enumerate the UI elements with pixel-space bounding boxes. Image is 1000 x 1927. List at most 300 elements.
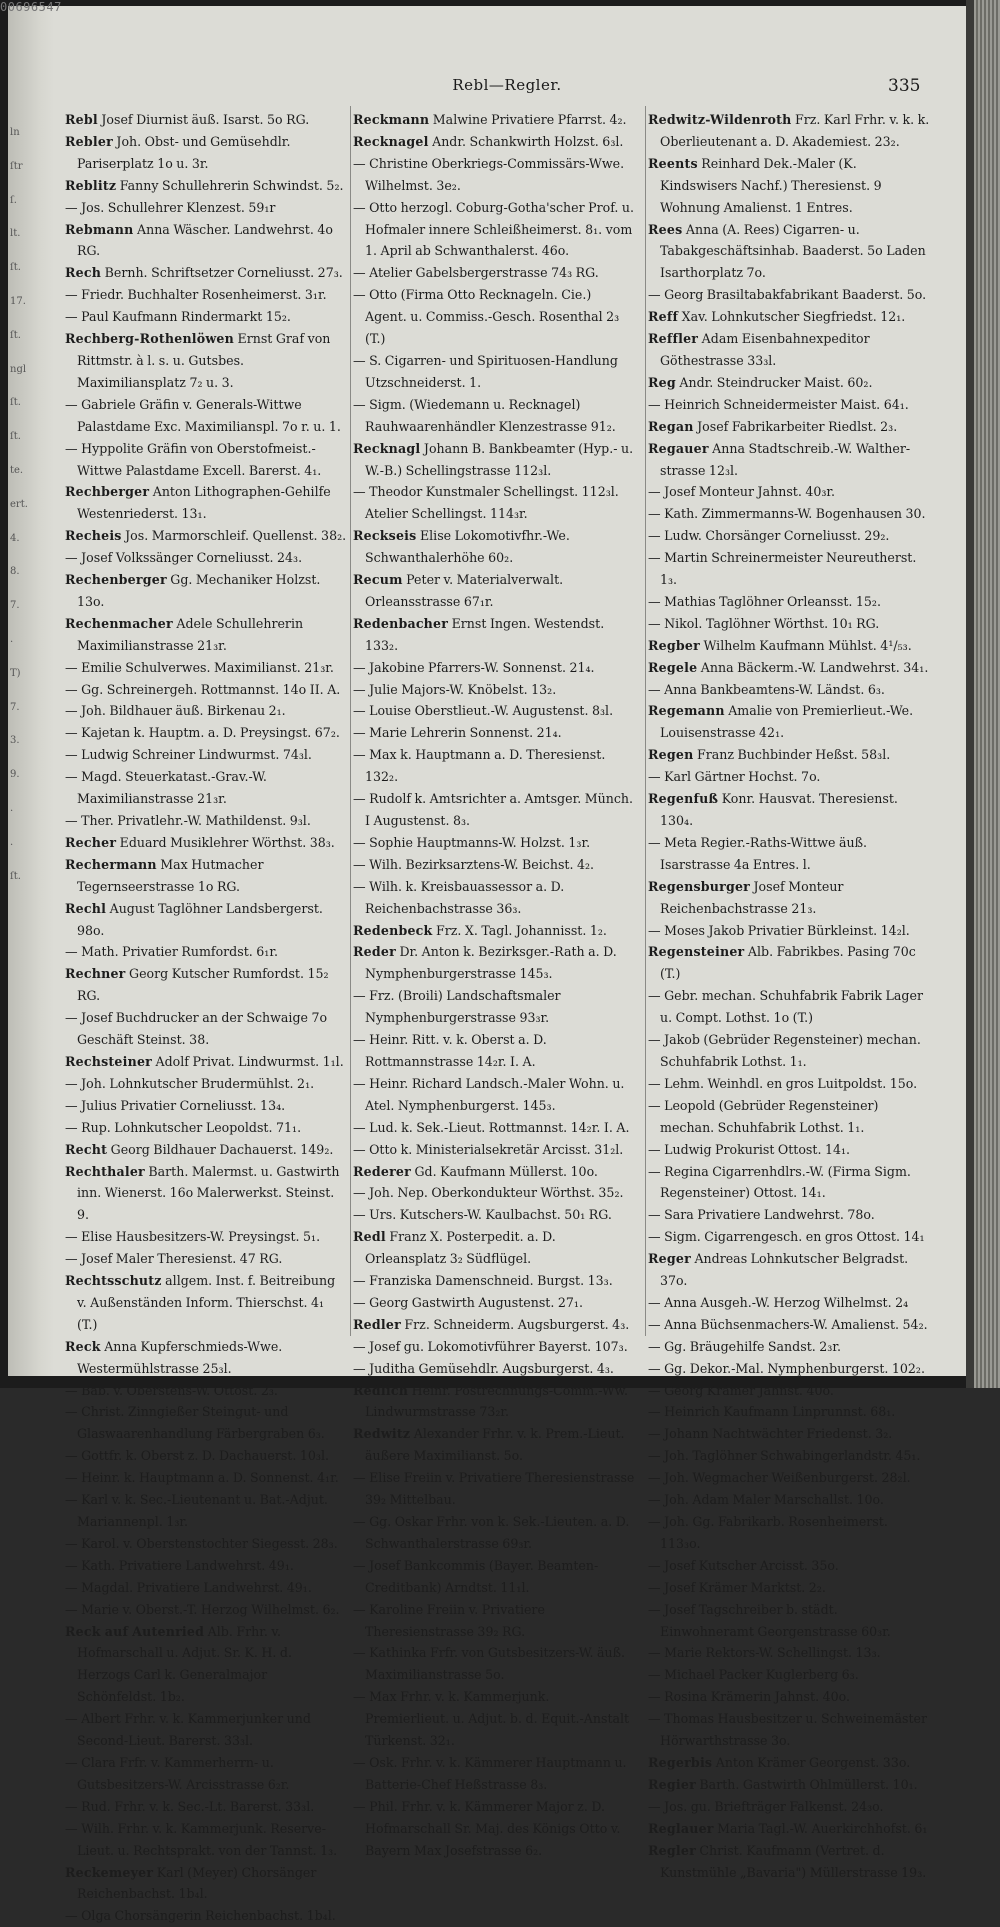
directory-entry xyxy=(648,788,930,832)
entry-details: — Osk. Frhr. v. k. Kämmerer Hauptmann u. Batterie-Chef Heßstrasse 8₃. xyxy=(353,1754,627,1792)
directory-entry xyxy=(65,1248,347,1270)
entry-details: — Mathias Taglöhner Orleansst. 15₂. xyxy=(648,593,881,609)
entry-details: — Kath. Zimmermanns-W. Bogenhausen 30. xyxy=(648,506,926,522)
scan-stamp: 00696547 xyxy=(0,0,62,14)
directory-entry xyxy=(648,1555,930,1577)
directory-entry xyxy=(648,876,930,920)
entry-surname: Rechberger xyxy=(65,484,150,500)
entry-details: Andr. Schankwirth Holzst. 6₃l. xyxy=(428,133,624,149)
entry-details: — Atelier Gabelsbergerstrasse 74₃ RG. xyxy=(353,265,599,281)
directory-entry xyxy=(65,657,347,679)
directory-entry xyxy=(648,1840,930,1884)
entry-details: Frz. Karl Frhr. v. k. k. Oberlieutenant a. D. Akademiest. 23₂. xyxy=(660,112,930,149)
directory-entry xyxy=(65,306,347,328)
entry-details: — Jakob (Gebrüder Regensteiner) mechan. Schuhfabrik Lothst. 1₁. xyxy=(648,1032,921,1069)
entry-details: — Heinr. Richard Landsch.-Maler Wohn. u. Atel. Nymphenburgerst. 145₃. xyxy=(353,1075,625,1113)
directory-entry xyxy=(648,1029,930,1073)
entry-details: Christ. Kaufmann (Vertret. d. Kunstmühle „Bavaria") Müllerstrasse 19₃. xyxy=(660,1842,927,1880)
entry-details: Adam Eisenbahnexpeditor Göthestrasse 33₃l. xyxy=(660,331,870,368)
entry-details: — Juditha Gemüsehdlr. Augsburgerst. 4₃. xyxy=(353,1360,614,1376)
directory-entry xyxy=(65,1555,347,1577)
directory-entry xyxy=(353,1642,635,1686)
directory-entry xyxy=(353,1358,635,1380)
directory-entry xyxy=(65,438,347,482)
directory-entry xyxy=(353,1292,635,1314)
entry-details: — Anna Bankbeamtens-W. Ländst. 6₃. xyxy=(648,681,885,697)
entry-surname: Recher xyxy=(65,834,117,850)
entry-details: Wilhelm Kaufmann Mühlst. 4¹/₅₃. xyxy=(699,637,912,653)
entry-details: — Rud. Frhr. v. k. Sec.-Lt. Barerst. 33₃l. xyxy=(65,1798,315,1814)
entry-surname: Recht xyxy=(65,1141,108,1157)
directory-entry xyxy=(353,722,635,744)
entry-details: — Wilh. k. Kreisbauassessor a. D. Reichenbachstrasse 36₃. xyxy=(353,878,565,916)
directory-entry xyxy=(648,1796,930,1818)
directory-entry xyxy=(353,876,635,920)
entry-details: — Gg. Schreinergeh. Rottmannst. 14o II. A. xyxy=(65,681,341,697)
entry-details: — Josef Tagschreiber b. städt. Einwohneramt Georgenstrasse 60₃r. xyxy=(648,1601,891,1639)
entry-details: — Franziska Damenschneid. Burgst. 13₃. xyxy=(353,1273,613,1289)
directory-entry xyxy=(65,1117,347,1139)
entry-details: Malwine Privatiere Pfarrst. 4₂. xyxy=(429,112,627,127)
directory-entry xyxy=(65,219,347,263)
entry-details: — Urs. Kutschers-W. Kaulbachst. 50₁ RG. xyxy=(353,1207,612,1223)
entry-details: — Karl v. k. Sec.-Lieutenant u. Bat.-Adjut. Mariannenpl. 1₃r. xyxy=(65,1492,328,1529)
entry-details: — Joh. Gg. Fabrikarb. Rosenheimerst. 113₃o. xyxy=(648,1514,888,1551)
directory-entry xyxy=(65,1621,347,1709)
directory-entry xyxy=(648,1226,930,1248)
entry-details: — Christ. Zinngießer Steingut- und Glaswaarenhandlung Färbergraben 6₃. xyxy=(65,1404,325,1442)
entry-details: — Max k. Hauptmann a. D. Theresienst. 132₂. xyxy=(353,747,606,785)
directory-entry xyxy=(648,1401,930,1423)
directory-entry xyxy=(353,613,635,657)
entry-surname: Reder xyxy=(353,944,396,960)
directory-column-1 xyxy=(65,109,347,1927)
directory-entry xyxy=(353,744,635,788)
entry-surname: Regauer xyxy=(648,440,709,456)
entry-details: — Otto (Firma Otto Recknageln. Cie.) Agent. u. Commiss.-Gesch. Rosenthal 2₃ (T.) xyxy=(353,287,620,347)
entry-surname: Regier xyxy=(648,1776,696,1792)
entry-surname: Redenbeck xyxy=(353,922,433,938)
directory-entry xyxy=(353,700,635,722)
directory-entry xyxy=(65,284,347,306)
entry-details: — Max Frhr. v. k. Kammerjunk. Premierlieut. u. Adjut. b. d. Equit.-Anstalt Türkenst. 32₁. xyxy=(353,1689,630,1749)
entry-surname: Regensteiner xyxy=(648,944,745,960)
entry-details: Peter v. Materialverwalt. Orleansstrasse 67₁r. xyxy=(365,572,564,609)
directory-entry xyxy=(648,1139,930,1161)
entry-details: — Karl Gärtner Hochst. 7o. xyxy=(648,769,821,785)
entry-details: — Phil. Frhr. v. k. Kämmerer Major z. D. Hofmarschall Sr. Maj. des Königs Otto v. Bayern Max Josefstrasse 6₂. xyxy=(353,1798,621,1858)
entry-details: — Joh. Adam Maler Marschallst. 10o. xyxy=(648,1492,884,1508)
entry-details: — Kathinka Frfr. von Gutsbesitzers-W. äuß. Maximilianstrasse 5o. xyxy=(353,1645,626,1683)
entry-details: — Elise Freiin v. Privatiere Theresienstrasse 39₂ Mittelbau. xyxy=(353,1470,635,1508)
entry-surname: Rechthaler xyxy=(65,1163,145,1179)
directory-entry xyxy=(648,635,930,657)
entry-surname: Rech xyxy=(65,265,102,281)
entry-details: Ernst Ingen. Westendst. 133₂. xyxy=(365,615,605,653)
page-number: 335 xyxy=(888,76,921,96)
entry-surname: Rebler xyxy=(65,133,113,149)
directory-entry xyxy=(648,109,930,153)
entry-details: — Gabriele Gräfin v. Generals-Wittwe Palastdame Exc. Maximilianspl. 7o r. u. 1. xyxy=(65,396,341,434)
directory-entry xyxy=(353,1511,635,1555)
directory-entry xyxy=(65,1007,347,1051)
entry-details: allgem. Inst. f. Beitreibung v. Außenständen Inform. Thierschst. 4₁ (T.) xyxy=(77,1273,336,1332)
entry-details: — Julie Majors-W. Knöbelst. 13₂. xyxy=(353,681,557,697)
entry-details: — Albert Frhr. v. k. Kammerjunker und Second-Lieut. Barerst. 33₃l. xyxy=(65,1711,311,1749)
entry-surname: Recum xyxy=(353,572,403,588)
directory-entry xyxy=(648,1248,930,1292)
entry-surname: Reffler xyxy=(648,331,699,347)
entry-details: Konr. Hausvat. Theresienst. 130₄. xyxy=(660,791,898,828)
entry-surname: Redwitz-Wildenroth xyxy=(648,112,792,127)
entry-details: Frz. Schneiderm. Augsburgerst. 4₃. xyxy=(400,1316,630,1332)
entry-details: — Anna Büchsenmachers-W. Amalienst. 54₂. xyxy=(648,1316,928,1332)
directory-entry xyxy=(648,766,930,788)
entry-details: — Nikol. Taglöhner Wörthst. 10₁ RG. xyxy=(648,615,880,631)
entry-details: Adele Schullehrerin Maximilianstrasse 21₃r. xyxy=(77,615,304,653)
entry-details: — Joh. Nep. Oberkondukteur Wörthst. 35₂. xyxy=(353,1185,624,1201)
entry-details: — Josef Bankcommis (Bayer. Beamten-Creditbank) Arndtst. 11₁l. xyxy=(353,1557,599,1595)
entry-details: — Georg Brasiltabakfabrikant Baaderst. 5o. xyxy=(648,287,927,303)
directory-entry xyxy=(353,1423,635,1467)
directory-entry xyxy=(648,1818,930,1840)
entry-details: — Joh. Wegmacher Weißenburgerst. 28₂l. xyxy=(648,1470,911,1486)
entry-details: — Gg. Bräugehilfe Sandst. 2₃r. xyxy=(648,1338,841,1354)
entry-surname: Rebl xyxy=(65,112,98,127)
entry-details: — Paul Kaufmann Rindermarkt 15₂. xyxy=(65,309,291,325)
directory-entry xyxy=(648,1095,930,1139)
binding-shadow xyxy=(8,6,54,1376)
directory-entry xyxy=(648,744,930,766)
directory-entry xyxy=(353,985,635,1029)
directory-entry xyxy=(65,963,347,1007)
entry-surname: Regensburger xyxy=(648,878,750,894)
page-header-title: Rebl—Regler. xyxy=(452,76,562,94)
entry-details: August Taglöhner Landsbergerst. 98o. xyxy=(77,900,323,938)
entry-surname: Recknagel xyxy=(353,133,429,149)
entry-details: — Marie Rektors-W. Schellingst. 13₃. xyxy=(648,1645,881,1661)
directory-entry xyxy=(65,1862,347,1906)
directory-entry xyxy=(648,1708,930,1752)
directory-entry xyxy=(648,416,930,438)
directory-entry xyxy=(648,394,930,416)
directory-entry xyxy=(353,1314,635,1336)
entry-details: — Rup. Lohnkutscher Leopoldst. 71₁. xyxy=(65,1119,302,1135)
column-divider xyxy=(350,106,351,1336)
entry-details: — Gg. Oskar Frhr. von k. Sek.-Lieuten. a. D. Schwanthalerstrasse 69₃r. xyxy=(353,1514,630,1551)
entry-details: — Bab. v. Oberstens-W. Ottost. 2₃. xyxy=(65,1382,278,1398)
directory-entry xyxy=(65,1051,347,1073)
entry-details: — Friedr. Buchhalter Rosenheimerst. 3₁r. xyxy=(65,287,327,303)
entry-details: — Meta Regier.-Raths-Wittwe äuß. Isarstrasse 4a Entres. l. xyxy=(648,834,868,872)
entry-details: — Heinr. k. Hauptmann a. D. Sonnenst. 4₁r. xyxy=(65,1470,339,1486)
directory-entry xyxy=(648,525,930,547)
entry-details: — Joh. Bildhauer äuß. Birkenau 2₁. xyxy=(65,703,286,719)
entry-details: Max Hutmacher Tegernseerstrasse 1o RG. xyxy=(77,856,264,894)
directory-entry xyxy=(648,284,930,306)
entry-details: — Sara Privatiere Landwehrst. 78o. xyxy=(648,1207,875,1223)
directory-entry xyxy=(648,700,930,744)
entry-details: Anna Stadtschreib.-W. Walther-strasse 12₃l. xyxy=(660,440,911,478)
entry-details: — Martin Schreinermeister Neureutherst. 1₃. xyxy=(648,550,917,588)
entry-details: Barth. Malermst. u. Gastwirth inn. Wienerst. 16o Malerwerkst. Steinst. 9. xyxy=(77,1163,340,1223)
entry-details: — Wilh. Frhr. v. k. Kammerjunk. Reserve-Lieut. u. Rechtsprakt. von der Tannst. 1₃. xyxy=(65,1820,338,1858)
directory-entry xyxy=(65,1226,347,1248)
entry-details: — Heinrich Kaufmann Linprunnst. 68₁. xyxy=(648,1404,896,1420)
entry-details: — Marie Lehrerin Sonnenst. 21₄. xyxy=(353,725,562,741)
entry-details: — Hyppolite Gräfin von Oberstofmeist.-Wittwe Palastdame Excell. Barerst. 4₁. xyxy=(65,440,322,478)
entry-details: Johann B. Bankbeamter (Hyp.- u. W.-B.) Schellingstrasse 112₃l. xyxy=(365,440,634,478)
directory-entry xyxy=(65,766,347,810)
entry-details: — Joh. Lohnkutscher Brudermühlst. 2₁. xyxy=(65,1075,315,1091)
directory-entry xyxy=(648,1686,930,1708)
directory-entry xyxy=(648,1445,930,1467)
entry-details: — Kajetan k. Hauptm. a. D. Preysingst. 67₂. xyxy=(65,725,340,741)
directory-entry xyxy=(648,1292,930,1314)
entry-details: Frz. X. Tagl. Johannisst. 1₂. xyxy=(432,922,607,938)
entry-surname: Reff xyxy=(648,309,679,325)
directory-entry xyxy=(65,1796,347,1818)
entry-surname: Reger xyxy=(648,1251,691,1267)
entry-details: Anton Lithographen-Gehilfe Westenriederst. 13₁. xyxy=(77,484,331,522)
entry-details: — Magd. Steuerkatast.-Grav.-W. Maximilianstrasse 21₃r. xyxy=(65,769,267,807)
directory-entry xyxy=(353,1204,635,1226)
entry-details: — Michael Packer Kuglerberg 6₃. xyxy=(648,1667,859,1683)
directory-entry xyxy=(648,306,930,328)
directory-entry xyxy=(353,131,635,153)
directory-entry xyxy=(65,1489,347,1533)
entry-details: — Gg. Dekor.-Mal. Nymphenburgerst. 102₂. xyxy=(648,1360,925,1376)
directory-entry xyxy=(65,854,347,898)
entry-details: — Kath. Privatiere Landwehrst. 49₁. xyxy=(65,1557,294,1573)
directory-entry xyxy=(648,1664,930,1686)
entry-surname: Reents xyxy=(648,155,698,171)
entry-details: Bernh. Schriftsetzer Corneliusst. 27₃. xyxy=(101,265,343,281)
directory-entry xyxy=(648,481,930,503)
entry-details: — Math. Privatier Rumfordst. 6₁r. xyxy=(65,944,278,960)
entry-details: — Joh. Taglöhner Schwabingerlandstr. 45₁. xyxy=(648,1448,921,1464)
directory-entry xyxy=(353,1270,635,1292)
directory-column-3 xyxy=(648,109,930,1883)
entry-details: Georg Kutscher Rumfordst. 15₂ RG. xyxy=(77,966,329,1004)
entry-details: Josef Fabrikarbeiter Riedlst. 2₃. xyxy=(693,418,898,434)
directory-entry xyxy=(353,1073,635,1117)
directory-entry xyxy=(65,941,347,963)
directory-entry xyxy=(65,1380,347,1402)
directory-entry xyxy=(648,328,930,372)
entry-details: Karl (Meyer) Chorsänger Reichenbachst. 1b₄l. xyxy=(77,1864,317,1902)
entry-details: Josef Monteur Reichenbachstrasse 21₃. xyxy=(660,878,844,916)
entry-details: — Magdal. Privatiere Landwehrst. 49₁. xyxy=(65,1579,312,1595)
directory-entry xyxy=(353,1226,635,1270)
directory-entry xyxy=(648,1336,930,1358)
entry-details: — Rudolf k. Amtsrichter a. Amtsger. Münch. I Augustenst. 8₃. xyxy=(353,791,633,828)
entry-details: — Georg Gastwirth Augustenst. 27₁. xyxy=(353,1294,583,1310)
directory-entry xyxy=(65,569,347,613)
directory-entry xyxy=(353,438,635,482)
directory-entry xyxy=(353,1161,635,1183)
directory-entry xyxy=(648,832,930,876)
entry-details: Gg. Mechaniker Holzst. 13o. xyxy=(77,572,321,609)
directory-entry xyxy=(353,1752,635,1796)
directory-entry xyxy=(353,569,635,613)
entry-details: — Lud. k. Sek.-Lieut. Rottmannst. 14₂r. I. A. xyxy=(353,1119,630,1135)
entry-details: — Frz. (Broili) Landschaftsmaler Nymphenburgerstrasse 93₃r. xyxy=(353,988,561,1026)
entry-details: — Louise Oberstlieut.-W. Augustenst. 8₃l. xyxy=(353,703,614,719)
directory-column-2 xyxy=(353,109,635,1862)
entry-details: — Wilh. Bezirksarztens-W. Beichst. 4₂. xyxy=(353,856,595,872)
directory-entry xyxy=(648,1314,930,1336)
directory-entry xyxy=(353,262,635,284)
book-page-edges xyxy=(974,0,1000,1388)
entry-details: Andr. Steindrucker Maist. 60₂. xyxy=(675,374,873,390)
entry-details: — Sigm. Cigarrengesch. en gros Ottost. 14₁ xyxy=(648,1229,925,1245)
entry-surname: Rechsteiner xyxy=(65,1053,153,1069)
entry-surname: Recheis xyxy=(65,528,122,544)
entry-details: — Heinr. Ritt. v. k. Oberst a. D. Rottmannstrasse 14₂r. I. A. xyxy=(353,1032,547,1069)
directory-entry xyxy=(648,1358,930,1380)
entry-surname: Regele xyxy=(648,659,698,675)
directory-entry xyxy=(65,1336,347,1380)
directory-entry xyxy=(353,1380,635,1424)
directory-entry xyxy=(353,832,635,854)
entry-details: Anna Kupferschmieds-Wwe. Westermühlstrasse 25₃l. xyxy=(77,1338,283,1376)
directory-entry xyxy=(353,197,635,263)
directory-entry xyxy=(353,1599,635,1643)
directory-entry xyxy=(65,1708,347,1752)
entry-details: — Josef Maler Theresienst. 47 RG. xyxy=(65,1251,283,1267)
directory-entry xyxy=(648,1642,930,1664)
entry-surname: Rechner xyxy=(65,966,126,982)
entry-details: — Rosina Krämerin Jahnst. 40o. xyxy=(648,1689,850,1705)
entry-details: — Elise Hausbesitzers-W. Preysingst. 5₁. xyxy=(65,1229,321,1245)
entry-details: — Marie v. Oberst.-T. Herzog Wilhelmst. 6₂. xyxy=(65,1601,340,1617)
entry-details: — Clara Frfr. v. Kammerherrn- u. Gutsbesitzers-W. Arcisstrasse 6₂r. xyxy=(65,1754,290,1792)
entry-details: Barth. Gastwirth Ohlmüllerst. 10₁. xyxy=(695,1776,918,1792)
column-divider xyxy=(645,106,646,1336)
directory-entry xyxy=(65,1599,347,1621)
entry-surname: Redl xyxy=(353,1229,386,1245)
directory-entry xyxy=(353,525,635,569)
entry-details: — Sophie Hauptmanns-W. Holzst. 1₃r. xyxy=(353,834,591,850)
directory-entry xyxy=(353,1117,635,1139)
directory-entry xyxy=(353,920,635,942)
entry-details: — Josef gu. Lokomotivführer Bayerst. 107₃. xyxy=(353,1338,628,1354)
directory-entry xyxy=(648,1423,930,1445)
directory-entry xyxy=(648,503,930,525)
entry-details: — Josef Buchdrucker an der Schwaige 7o Geschäft Steinst. 38. xyxy=(65,1010,328,1048)
entry-surname: Recknagl xyxy=(353,440,421,456)
entry-surname: Redler xyxy=(353,1316,401,1332)
entry-details: — Regina Cigarrenhdlrs.-W. (Firma Sigm. Regensteiner) Ottost. 14₁. xyxy=(648,1163,911,1201)
directory-entry xyxy=(648,372,930,394)
directory-entry xyxy=(65,722,347,744)
entry-surname: Rechl xyxy=(65,900,107,916)
entry-details: — S. Cigarren- und Spirituosen-Handlung Utzschneiderst. 1. xyxy=(353,352,618,390)
directory-entry xyxy=(65,810,347,832)
entry-surname: Rechberg-Rothenlöwen xyxy=(65,331,234,347)
directory-entry xyxy=(65,481,347,525)
entry-details: Josef Diurnist äuß. Isarst. 5o RG. xyxy=(97,112,310,127)
directory-entry xyxy=(648,920,930,942)
directory-entry xyxy=(648,1467,930,1489)
directory-entry xyxy=(65,832,347,854)
entry-details: Georg Bildhauer Dachauerst. 149₂. xyxy=(107,1141,334,1157)
directory-entry xyxy=(648,657,930,679)
directory-entry xyxy=(648,1577,930,1599)
directory-entry xyxy=(648,153,930,219)
directory-entry xyxy=(353,109,635,131)
directory-entry xyxy=(648,1511,930,1555)
entry-details: — Gottfr. k. Oberst z. D. Dachauerst. 10₃l. xyxy=(65,1448,329,1464)
directory-entry xyxy=(65,1270,347,1336)
directory-entry xyxy=(65,679,347,701)
entry-details: Franz X. Posterpedit. a. D. Orleansplatz 3₂ Südflügel. xyxy=(365,1229,556,1267)
entry-details: — Ludwig Prokurist Ottost. 14₁. xyxy=(648,1141,851,1157)
directory-entry xyxy=(648,985,930,1029)
directory-entry xyxy=(65,547,347,569)
directory-entry xyxy=(353,788,635,832)
directory-entry xyxy=(648,1380,930,1402)
entry-details: — Emilie Schulverwes. Maximilianst. 21₃r. xyxy=(65,659,334,675)
entry-details: — Karol. v. Oberstenstochter Siegesst. 28₃. xyxy=(65,1535,338,1551)
entry-details: Anna (A. Rees) Cigarren- u. Tabakgeschäftsinhab. Baaderst. 5o Laden Isarthorplatz 7o. xyxy=(660,221,926,281)
entry-surname: Reblitz xyxy=(65,177,117,193)
directory-entry xyxy=(353,1182,635,1204)
directory-entry xyxy=(65,1818,347,1862)
directory-entry xyxy=(353,284,635,350)
directory-entry xyxy=(65,1905,347,1927)
entry-surname: Rechenberger xyxy=(65,572,167,588)
directory-entry xyxy=(353,1336,635,1358)
directory-entry xyxy=(353,394,635,438)
directory-entry xyxy=(353,941,635,985)
entry-details: — Lehm. Weinhdl. en gros Luitpoldst. 15o. xyxy=(648,1075,918,1091)
entry-details: — Ther. Privatlehr.-W. Mathildenst. 9₃l. xyxy=(65,813,311,828)
entry-details: Xav. Lohnkutscher Siegfriedst. 12₁. xyxy=(678,309,906,325)
entry-surname: Reck xyxy=(65,1338,101,1354)
entry-surname: Reg xyxy=(648,374,676,390)
directory-entry xyxy=(65,1161,347,1227)
entry-surname: Regen xyxy=(648,747,694,763)
directory-entry xyxy=(353,1139,635,1161)
entry-details: Anna Wäscher. Landwehrst. 4o RG. xyxy=(77,221,333,259)
entry-details: — Josef Volkssänger Corneliusst. 24₃. xyxy=(65,550,303,566)
entry-details: Alexander Frhr. v. k. Prem.-Lieut. äußere Maximilianst. 5o. xyxy=(365,1426,625,1464)
entry-details: Elise Lokomotivfhr.-We. Schwanthalerhöhe 60₂. xyxy=(365,528,570,566)
directory-entry xyxy=(65,1577,347,1599)
directory-entry xyxy=(648,679,930,701)
entry-details: — Jakobine Pfarrers-W. Sonnenst. 21₄. xyxy=(353,659,595,675)
directory-entry xyxy=(65,700,347,722)
facing-page-stub: ln ſtr ſ. lt. ſt. 17. ſt. ngl ſt. ſt. te. ert. 4. 8. 7. . T) 7. 3. 9. . . ſt. xyxy=(10,127,28,882)
entry-surname: Rechermann xyxy=(65,856,157,872)
entry-details: — Moses Jakob Privatier Bürkleinst. 14₂l. xyxy=(648,922,910,938)
directory-entry xyxy=(648,941,930,985)
entry-surname: Reck auf Autenried xyxy=(65,1623,205,1639)
entry-surname: Redenbacher xyxy=(353,615,449,631)
entry-surname: Rechtsschutz xyxy=(65,1273,162,1289)
entry-surname: Regber xyxy=(648,637,700,653)
entry-details: Jos. Marmorschleif. Quellenst. 38₂. xyxy=(121,528,347,544)
entry-details: Gd. Kaufmann Müllerst. 10o. xyxy=(410,1163,598,1179)
entry-details: — Gebr. mechan. Schuhfabrik Fabrik Lager u. Compt. Lothst. 1o (T.) xyxy=(648,988,923,1026)
entry-surname: Regenfuß xyxy=(648,791,719,807)
directory-entry xyxy=(648,1599,930,1643)
entry-details: — Georg Krämer Jahnst. 40o. xyxy=(648,1382,834,1398)
directory-entry xyxy=(353,153,635,197)
entry-details: Reinhard Dek.-Maler (K. Kindswisers Nachf.) Theresienst. 9 Wohnung Amalienst. 1 Entres. xyxy=(660,155,882,215)
